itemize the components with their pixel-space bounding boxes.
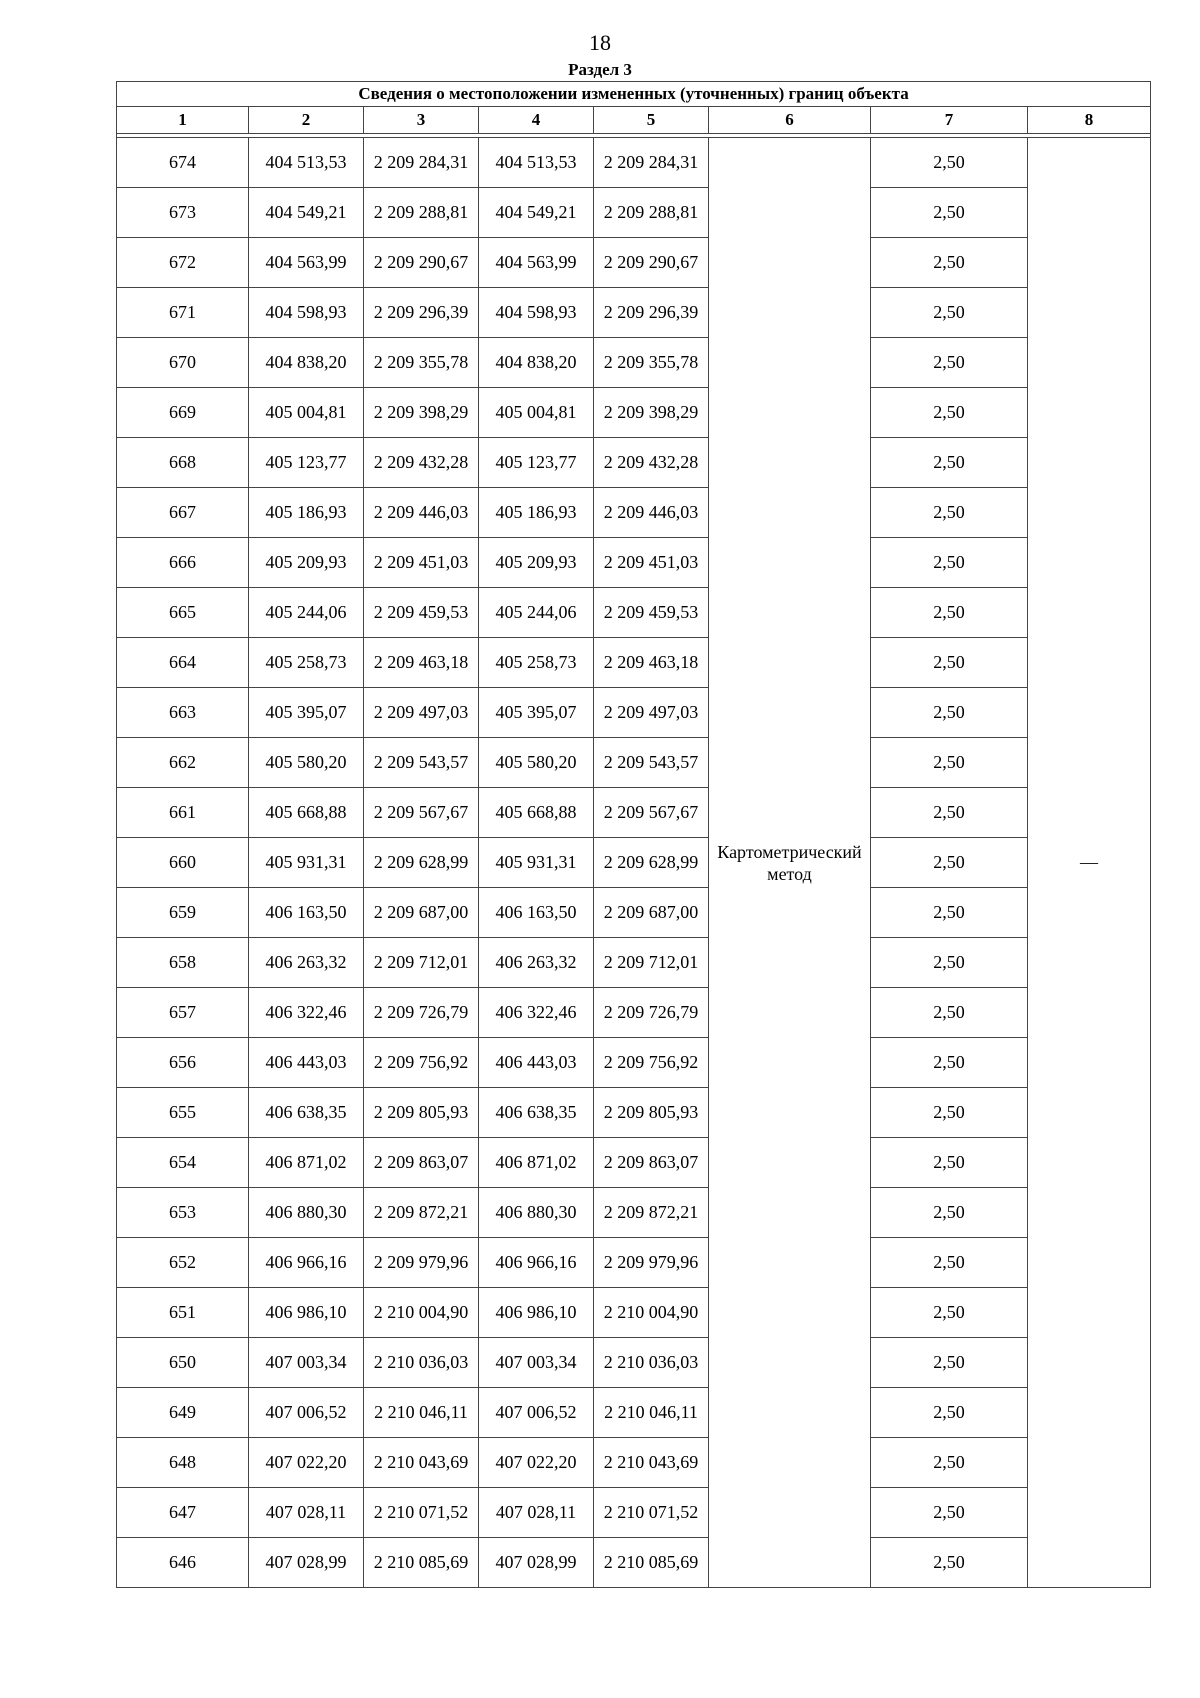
x-refined-cell: 406 880,30 [479, 1188, 594, 1238]
x-existing-cell: 406 263,32 [249, 938, 364, 988]
table-row [117, 288, 1151, 338]
table-row [117, 438, 1151, 488]
table-row [117, 1038, 1151, 1088]
accuracy-cell: 2,50 [871, 1038, 1028, 1088]
y-refined-cell: 2 210 043,69 [594, 1438, 709, 1488]
x-refined-cell: 407 028,11 [479, 1488, 594, 1538]
table-row [117, 538, 1151, 588]
table-row [117, 588, 1151, 638]
column-number: 2 [249, 107, 364, 134]
y-existing-cell: 2 209 459,53 [364, 588, 479, 638]
x-existing-cell: 407 028,99 [249, 1538, 364, 1588]
y-refined-cell: 2 209 712,01 [594, 938, 709, 988]
x-refined-cell: 405 186,93 [479, 488, 594, 538]
x-refined-cell: 407 028,99 [479, 1538, 594, 1588]
x-refined-cell: 404 563,99 [479, 238, 594, 288]
x-refined-cell: 407 006,52 [479, 1388, 594, 1438]
accuracy-cell: 2,50 [871, 1188, 1028, 1238]
table-body [117, 134, 1151, 1588]
y-refined-cell: 2 209 567,67 [594, 788, 709, 838]
accuracy-cell: 2,50 [871, 938, 1028, 988]
point-number-cell: 654 [117, 1138, 249, 1188]
point-number-cell: 647 [117, 1488, 249, 1538]
accuracy-cell: 2,50 [871, 588, 1028, 638]
point-number-cell: 671 [117, 288, 249, 338]
point-number-cell: 669 [117, 388, 249, 438]
y-refined-cell: 2 210 004,90 [594, 1288, 709, 1338]
x-existing-cell: 405 580,20 [249, 738, 364, 788]
accuracy-cell: 2,50 [871, 188, 1028, 238]
y-existing-cell: 2 209 446,03 [364, 488, 479, 538]
y-existing-cell: 2 209 756,92 [364, 1038, 479, 1088]
x-existing-cell: 405 004,81 [249, 388, 364, 438]
accuracy-cell: 2,50 [871, 738, 1028, 788]
y-refined-cell: 2 209 687,00 [594, 888, 709, 938]
y-refined-cell: 2 209 296,39 [594, 288, 709, 338]
column-number: 8 [1028, 107, 1151, 134]
x-existing-cell: 405 258,73 [249, 638, 364, 688]
x-refined-cell: 404 838,20 [479, 338, 594, 388]
column-number: 6 [709, 107, 871, 134]
table-row [117, 338, 1151, 388]
x-existing-cell: 406 638,35 [249, 1088, 364, 1138]
y-existing-cell: 2 209 451,03 [364, 538, 479, 588]
point-number-cell: 664 [117, 638, 249, 688]
y-existing-cell: 2 209 863,07 [364, 1138, 479, 1188]
x-existing-cell: 405 244,06 [249, 588, 364, 638]
table-row [117, 1488, 1151, 1538]
y-refined-cell: 2 209 863,07 [594, 1138, 709, 1188]
x-refined-cell: 404 513,53 [479, 138, 594, 188]
point-number-cell: 653 [117, 1188, 249, 1238]
x-refined-cell: 404 549,21 [479, 188, 594, 238]
x-refined-cell: 404 598,93 [479, 288, 594, 338]
y-existing-cell: 2 210 043,69 [364, 1438, 479, 1488]
x-refined-cell: 405 580,20 [479, 738, 594, 788]
x-existing-cell: 404 513,53 [249, 138, 364, 188]
point-number-cell: 652 [117, 1238, 249, 1288]
point-number-cell: 658 [117, 938, 249, 988]
point-number-cell: 666 [117, 538, 249, 588]
table-row [117, 1238, 1151, 1288]
accuracy-cell: 2,50 [871, 288, 1028, 338]
table-row [117, 1438, 1151, 1488]
point-number-cell: 665 [117, 588, 249, 638]
y-refined-cell: 2 209 756,92 [594, 1038, 709, 1088]
y-existing-cell: 2 209 979,96 [364, 1238, 479, 1288]
table-row [117, 938, 1151, 988]
section-title: Раздел 3 [568, 60, 632, 79]
x-refined-cell: 406 443,03 [479, 1038, 594, 1088]
point-number-cell: 649 [117, 1388, 249, 1438]
y-existing-cell: 2 210 046,11 [364, 1388, 479, 1438]
point-number-cell: 661 [117, 788, 249, 838]
y-refined-cell: 2 210 085,69 [594, 1538, 709, 1588]
accuracy-cell: 2,50 [871, 538, 1028, 588]
y-refined-cell: 2 210 036,03 [594, 1338, 709, 1388]
accuracy-cell: 2,50 [871, 888, 1028, 938]
x-refined-cell: 405 244,06 [479, 588, 594, 638]
point-number-cell: 672 [117, 238, 249, 288]
point-number-cell: 668 [117, 438, 249, 488]
y-existing-cell: 2 209 288,81 [364, 188, 479, 238]
table-row [117, 988, 1151, 1038]
y-existing-cell: 2 209 687,00 [364, 888, 479, 938]
accuracy-cell: 2,50 [871, 1138, 1028, 1188]
y-existing-cell: 2 210 036,03 [364, 1338, 479, 1388]
point-number-cell: 674 [117, 138, 249, 188]
x-refined-cell: 406 871,02 [479, 1138, 594, 1188]
x-existing-cell: 404 598,93 [249, 288, 364, 338]
x-existing-cell: 404 838,20 [249, 338, 364, 388]
y-refined-cell: 2 209 459,53 [594, 588, 709, 638]
x-existing-cell: 407 006,52 [249, 1388, 364, 1438]
accuracy-cell: 2,50 [871, 338, 1028, 388]
x-existing-cell: 406 871,02 [249, 1138, 364, 1188]
accuracy-cell: 2,50 [871, 1288, 1028, 1338]
y-refined-cell: 2 209 355,78 [594, 338, 709, 388]
table-row [117, 688, 1151, 738]
y-existing-cell: 2 209 284,31 [364, 138, 479, 188]
x-existing-cell: 406 880,30 [249, 1188, 364, 1238]
x-existing-cell: 406 443,03 [249, 1038, 364, 1088]
x-refined-cell: 406 163,50 [479, 888, 594, 938]
y-existing-cell: 2 209 543,57 [364, 738, 479, 788]
table-row [117, 388, 1151, 438]
table-row [117, 738, 1151, 788]
accuracy-cell: 2,50 [871, 1388, 1028, 1438]
column-number: 3 [364, 107, 479, 134]
y-existing-cell: 2 209 726,79 [364, 988, 479, 1038]
y-existing-cell: 2 209 355,78 [364, 338, 479, 388]
x-refined-cell: 405 004,81 [479, 388, 594, 438]
table-row [117, 888, 1151, 938]
y-refined-cell: 2 209 290,67 [594, 238, 709, 288]
accuracy-cell: 2,50 [871, 1088, 1028, 1138]
y-refined-cell: 2 210 071,52 [594, 1488, 709, 1538]
x-existing-cell: 405 395,07 [249, 688, 364, 738]
y-refined-cell: 2 209 628,99 [594, 838, 709, 888]
point-number-cell: 670 [117, 338, 249, 388]
accuracy-cell: 2,50 [871, 1438, 1028, 1488]
accuracy-cell: 2,50 [871, 1538, 1028, 1588]
table-row [117, 1288, 1151, 1338]
x-refined-cell: 406 263,32 [479, 938, 594, 988]
table-row [117, 1338, 1151, 1388]
y-refined-cell: 2 209 463,18 [594, 638, 709, 688]
point-number-cell: 659 [117, 888, 249, 938]
y-existing-cell: 2 210 004,90 [364, 1288, 479, 1338]
x-refined-cell: 407 003,34 [479, 1338, 594, 1388]
y-existing-cell: 2 209 712,01 [364, 938, 479, 988]
point-number-cell: 662 [117, 738, 249, 788]
table-row [117, 238, 1151, 288]
y-existing-cell: 2 209 398,29 [364, 388, 479, 438]
accuracy-cell: 2,50 [871, 488, 1028, 538]
note-cell: — [1028, 138, 1151, 1588]
y-refined-cell: 2 209 446,03 [594, 488, 709, 538]
column-number: 5 [594, 107, 709, 134]
column-number: 7 [871, 107, 1028, 134]
method-cell: Картометрический метод [709, 138, 871, 1588]
x-refined-cell: 405 395,07 [479, 688, 594, 738]
table-row [117, 838, 1151, 888]
column-number: 4 [479, 107, 594, 134]
x-refined-cell: 407 022,20 [479, 1438, 594, 1488]
y-existing-cell: 2 209 296,39 [364, 288, 479, 338]
y-existing-cell: 2 209 628,99 [364, 838, 479, 888]
y-existing-cell: 2 210 071,52 [364, 1488, 479, 1538]
table-row [117, 488, 1151, 538]
table-row [117, 1388, 1151, 1438]
accuracy-cell: 2,50 [871, 1238, 1028, 1288]
x-refined-cell: 406 966,16 [479, 1238, 594, 1288]
y-refined-cell: 2 210 046,11 [594, 1388, 709, 1438]
point-number-cell: 657 [117, 988, 249, 1038]
y-existing-cell: 2 209 290,67 [364, 238, 479, 288]
y-refined-cell: 2 209 979,96 [594, 1238, 709, 1288]
column-number: 1 [117, 107, 249, 134]
y-refined-cell: 2 209 543,57 [594, 738, 709, 788]
x-refined-cell: 405 668,88 [479, 788, 594, 838]
y-refined-cell: 2 209 872,21 [594, 1188, 709, 1238]
y-existing-cell: 2 210 085,69 [364, 1538, 479, 1588]
table-row [117, 188, 1151, 238]
y-refined-cell: 2 209 288,81 [594, 188, 709, 238]
y-existing-cell: 2 209 805,93 [364, 1088, 479, 1138]
x-refined-cell: 405 209,93 [479, 538, 594, 588]
accuracy-cell: 2,50 [871, 238, 1028, 288]
table-row [117, 1088, 1151, 1138]
y-existing-cell: 2 209 567,67 [364, 788, 479, 838]
x-refined-cell: 406 322,46 [479, 988, 594, 1038]
point-number-cell: 656 [117, 1038, 249, 1088]
accuracy-cell: 2,50 [871, 688, 1028, 738]
point-number-cell: 651 [117, 1288, 249, 1338]
x-refined-cell: 406 638,35 [479, 1088, 594, 1138]
table-caption: Сведения о местоположении измененных (уточненных) границ объекта [117, 82, 1151, 107]
x-existing-cell: 404 549,21 [249, 188, 364, 238]
column-numbers-row [117, 107, 1151, 134]
x-existing-cell: 407 028,11 [249, 1488, 364, 1538]
y-refined-cell: 2 209 451,03 [594, 538, 709, 588]
point-number-cell: 648 [117, 1438, 249, 1488]
x-existing-cell: 407 022,20 [249, 1438, 364, 1488]
point-number-cell: 673 [117, 188, 249, 238]
x-existing-cell: 406 986,10 [249, 1288, 364, 1338]
y-existing-cell: 2 209 497,03 [364, 688, 479, 738]
x-existing-cell: 407 003,34 [249, 1338, 364, 1388]
table-row [117, 1138, 1151, 1188]
x-refined-cell: 405 931,31 [479, 838, 594, 888]
y-refined-cell: 2 209 398,29 [594, 388, 709, 438]
y-existing-cell: 2 209 432,28 [364, 438, 479, 488]
x-existing-cell: 405 209,93 [249, 538, 364, 588]
accuracy-cell: 2,50 [871, 638, 1028, 688]
accuracy-cell: 2,50 [871, 438, 1028, 488]
point-number-cell: 655 [117, 1088, 249, 1138]
x-refined-cell: 406 986,10 [479, 1288, 594, 1338]
y-existing-cell: 2 209 463,18 [364, 638, 479, 688]
accuracy-cell: 2,50 [871, 1488, 1028, 1538]
coordinates-table [116, 81, 1151, 1588]
accuracy-cell: 2,50 [871, 788, 1028, 838]
table-row [117, 788, 1151, 838]
accuracy-cell: 2,50 [871, 1338, 1028, 1388]
x-refined-cell: 405 258,73 [479, 638, 594, 688]
point-number-cell: 646 [117, 1538, 249, 1588]
x-existing-cell: 405 186,93 [249, 488, 364, 538]
y-refined-cell: 2 209 284,31 [594, 138, 709, 188]
point-number-cell: 667 [117, 488, 249, 538]
accuracy-cell: 2,50 [871, 838, 1028, 888]
x-existing-cell: 405 668,88 [249, 788, 364, 838]
table-row [117, 1188, 1151, 1238]
y-refined-cell: 2 209 497,03 [594, 688, 709, 738]
point-number-cell: 663 [117, 688, 249, 738]
accuracy-cell: 2,50 [871, 988, 1028, 1038]
y-refined-cell: 2 209 805,93 [594, 1088, 709, 1138]
x-refined-cell: 405 123,77 [479, 438, 594, 488]
x-existing-cell: 404 563,99 [249, 238, 364, 288]
x-existing-cell: 405 123,77 [249, 438, 364, 488]
accuracy-cell: 2,50 [871, 138, 1028, 188]
accuracy-cell: 2,50 [871, 388, 1028, 438]
point-number-cell: 660 [117, 838, 249, 888]
y-refined-cell: 2 209 432,28 [594, 438, 709, 488]
point-number-cell: 650 [117, 1338, 249, 1388]
x-existing-cell: 405 931,31 [249, 838, 364, 888]
table-row [117, 1538, 1151, 1588]
x-existing-cell: 406 163,50 [249, 888, 364, 938]
table-row [117, 138, 1151, 188]
x-existing-cell: 406 966,16 [249, 1238, 364, 1288]
page-number: 18 [589, 30, 611, 55]
y-existing-cell: 2 209 872,21 [364, 1188, 479, 1238]
y-refined-cell: 2 209 726,79 [594, 988, 709, 1038]
table-row [117, 638, 1151, 688]
x-existing-cell: 406 322,46 [249, 988, 364, 1038]
